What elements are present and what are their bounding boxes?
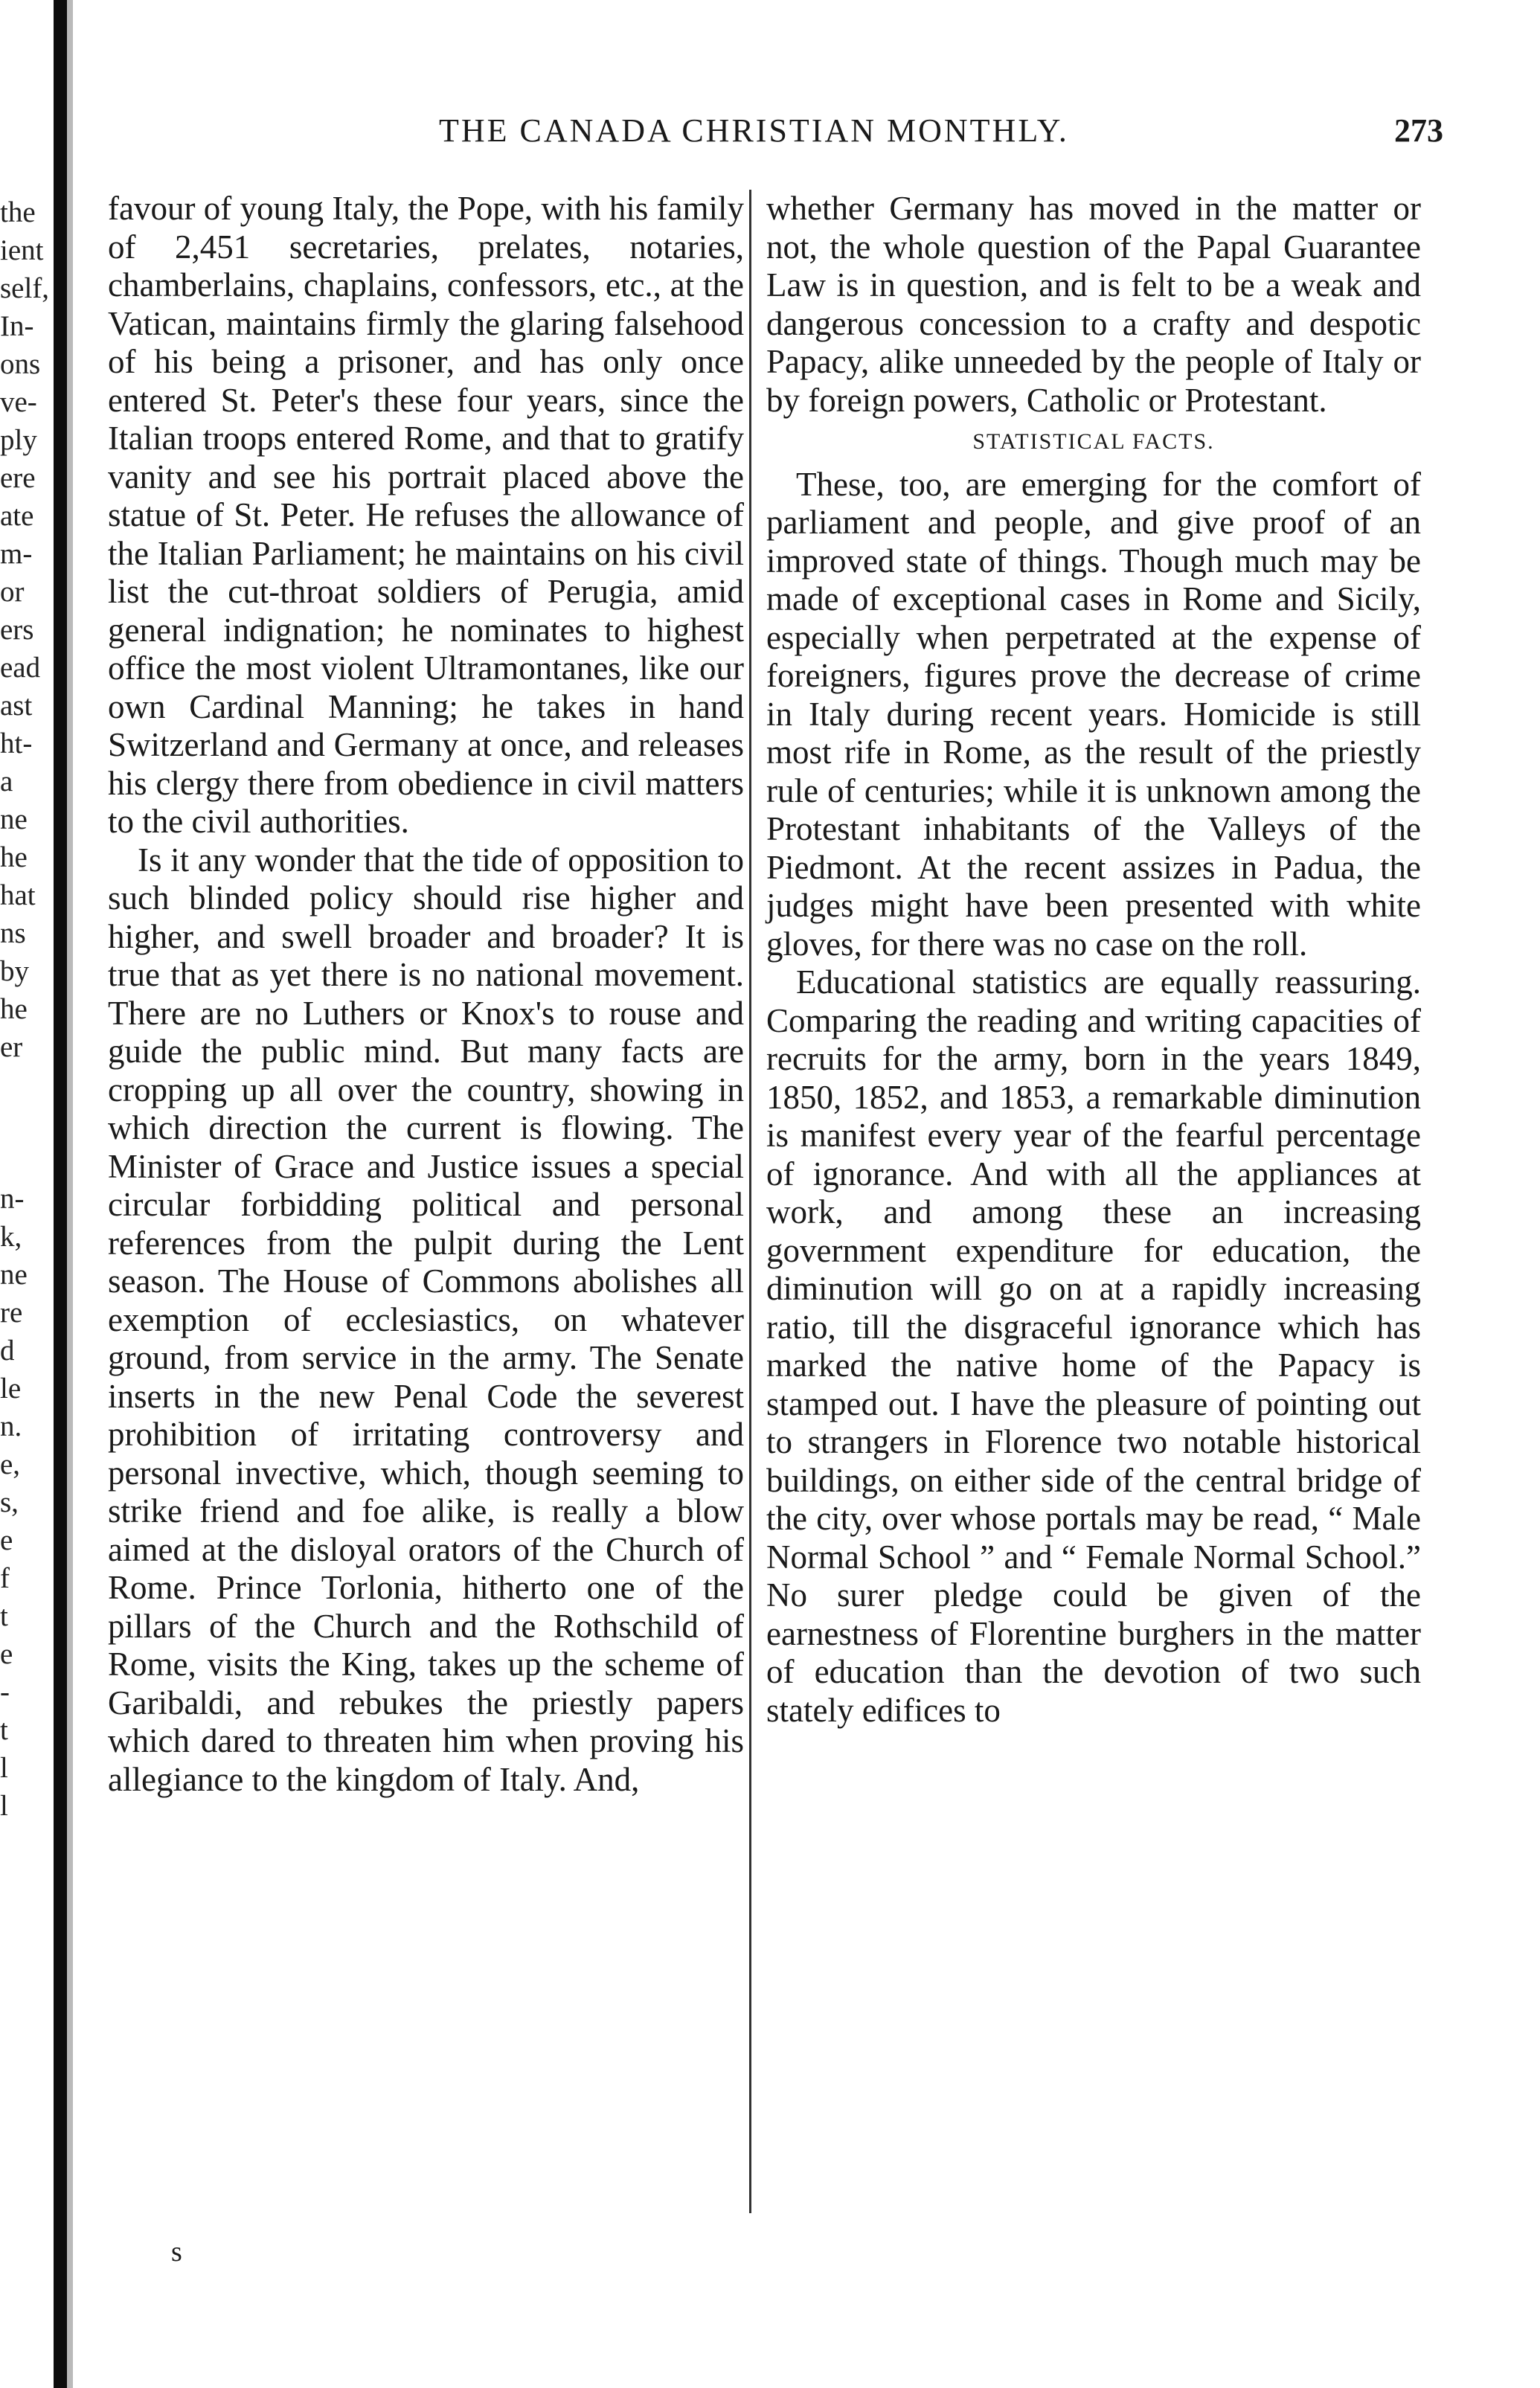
page-number: 273: [1394, 112, 1443, 149]
signature-mark: s: [171, 2236, 182, 2267]
page-header: [439, 112, 1443, 156]
book-spine-shadow: [54, 0, 67, 2388]
book-spine-edge: [67, 0, 73, 2388]
right-paragraph-2: These, too, are emerging for the comfort of parliament and people, and give proof of an improved state of things. Though much may be made of exceptional cases in Rome and Sicily, especially when perpetrated at the expense of foreigners, figures prove the decrease of crime in Italy during recent years. Homicide is still most rife in Rome, as the result of the priestly rule of centuries; while it is unknown among the Protestant inhabitants of the Valleys of the Piedmont. At the recent assizes in Padua, the judges might have been presented with white gloves, for there was no case on the roll.: [766, 465, 1421, 963]
right-paragraph-1: whether Germany has moved in the matter or not, the whole question of the Papal Guarantee Law is in question, and is felt to be a weak and dangerous concession to a crafty and despotic Papacy, alike unneeded by the people of Italy or by foreign powers, Catholic or Protestant.: [766, 190, 1421, 419]
left-paragraph-2: Is it any wonder that the tide of opposition to such blinded policy should rise higher and higher, and swell broader and broader? It is true that as yet there is no national movement. There are no Luthers or Knox's to rouse and guide the public mind. But many facts are cropping up all over the country, showing in which direction the current is flowing. The Minister of Grace and Justice issues a special circular forbidding political and personal references from the pulpit during the Lent season. The House of Commons abolishes all exemption of ecclesiastics, on whatever ground, from service in the army. The Senate inserts in the new Penal Code the severest prohibition of irritating controversy and personal invective, which, though seeming to strike friend and foe alike, is really a blow aimed at the disloyal orators of the Church of Rome. Prince Torlonia, hitherto one of the pillars of the Church and the Rothschild of Rome, visits the King, takes up the scheme of Garibaldi, and rebukes the priestly papers which dared to threaten him when proving his allegiance to the kingdom of Italy. And,: [108, 841, 744, 1798]
running-title: THE CANADA CHRISTIAN MONTHLY.: [439, 112, 1069, 149]
right-paragraph-3: Educational statistics are equally reassuring. Comparing the reading and writing capacities of recruits for the army, born in the years 1849, 1850, 1852, and 1853, a remarkable diminution is manifest every year of the fearful percentage of ignorance. And with all the appliances at work, and among these an increasing government expenditure for education, the diminution will go on at a rapidly increasing ratio, till the disgraceful ignorance which has marked the native home of the Papacy is stamped out. I have the pleasure of pointing out to strangers in Florence two notable historical buildings, on either side of the central bridge of the city, over whose portals may be read, “ Male Normal School ” and “ Female Normal School.” No surer pledge could be given of the earnestness of Florentine burghers in the matter of education than the devotion of two such stately edifices to: [766, 963, 1421, 1729]
left-column: [108, 190, 744, 1799]
section-heading: STATISTICAL FACTS.: [972, 429, 1215, 454]
left-paragraph-1: favour of young Italy, the Pope, with his family of 2,451 secretaries, prelates, notaries, chamberlains, chaplains, confessors, etc., at the Vatican, maintains firmly the glaring falsehood of his being a prisoner, and has only once entered St. Peter's these four years, since the Italian troops entered Rome, and that to gratify vanity and see his portrait placed above the statue of St. Peter. He refuses the allowance of the Italian Parliament; he maintains on his civil list the cut-throat soldiers of Perugia, amid general indignation; he nominates to highest office the most violent Ultramontanes, like our own Cardinal Manning; he takes in hand Switzerland and Germany at once, and releases his clergy there from obedience in civil matters to the civil authorities.: [108, 190, 744, 840]
column-divider: [749, 190, 751, 2213]
right-column: [766, 190, 1421, 1730]
previous-page-margin-text: the ient self, In- ons ve- ply ere ate m- or ers ead ast ht- a ne he hat ns by he er n- k, ne re d le n. e, s, e f t e - t l l: [0, 196, 49, 1822]
